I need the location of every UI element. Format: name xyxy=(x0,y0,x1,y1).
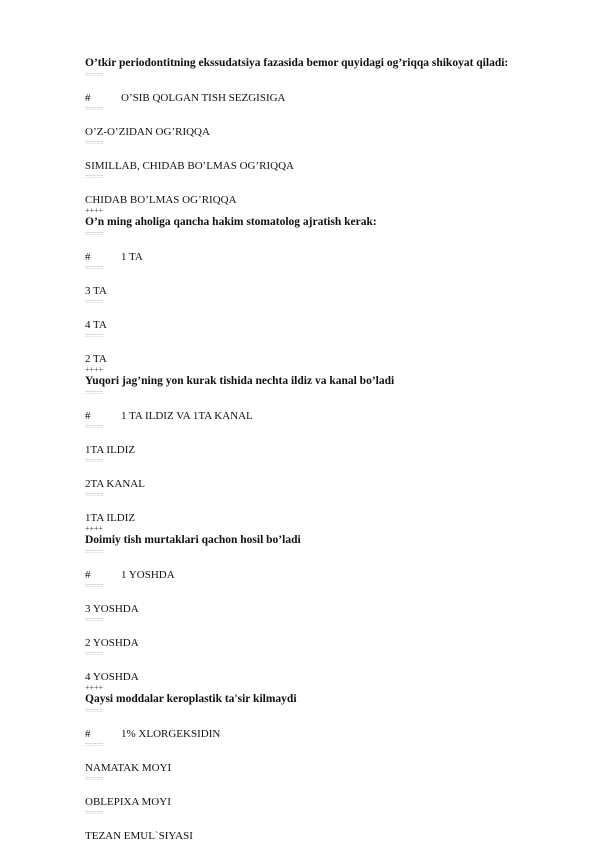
correct-answer xyxy=(85,409,555,423)
separator: ===== xyxy=(85,582,104,590)
separator: ===== xyxy=(85,264,104,272)
correct-mark: # xyxy=(85,410,91,422)
separator: ===== xyxy=(85,105,104,113)
answer-option: 4 TA xyxy=(85,319,107,331)
answer-option: 2 TA xyxy=(85,353,107,365)
answer-option: OBLEPIXA MOYI xyxy=(85,796,171,808)
separator: ===== xyxy=(85,173,104,181)
question-block xyxy=(85,533,555,692)
question-text: Qaysi moddalar keroplastik ta'sir kilmaydi xyxy=(85,693,297,705)
end-marker: ++++ xyxy=(85,524,104,533)
separator: ===== xyxy=(85,491,104,499)
separator: ===== xyxy=(85,616,104,624)
correct-answer xyxy=(85,727,555,741)
answer-option: 4 YOSHDA xyxy=(85,671,139,683)
answer-option: 2 YOSHDA xyxy=(85,637,139,649)
answer-option: SIMILLAB, CHIDAB BO’LMAS OG’RIQQA xyxy=(85,160,294,172)
test-questions xyxy=(85,56,555,843)
separator: ===== xyxy=(85,457,104,465)
separator: ===== xyxy=(85,423,104,431)
answer-option: NAMATAK MOYI xyxy=(85,762,172,774)
end-marker: ++++ xyxy=(85,365,104,374)
end-marker: ++++ xyxy=(85,683,104,692)
separator: ===== xyxy=(85,332,104,340)
separator: ===== xyxy=(85,548,104,556)
question-block xyxy=(85,56,555,215)
answer-option: 3 TA xyxy=(85,285,107,297)
question-text: Doimiy tish murtaklari qachon hosil bo’ladi xyxy=(85,534,301,546)
answer-option: 1TA ILDIZ xyxy=(85,512,136,524)
correct-answer-text: 1% XLORGEKSIDIN xyxy=(121,728,221,740)
separator: ===== xyxy=(85,707,104,715)
question-block xyxy=(85,692,555,843)
correct-answer-text: 1 TA xyxy=(121,251,143,263)
correct-answer xyxy=(85,91,555,105)
answer-option: TEZAN EMUL`SIYASI xyxy=(85,830,193,842)
end-marker: ++++ xyxy=(85,206,104,215)
separator: ===== xyxy=(85,809,104,817)
correct-mark: # xyxy=(85,569,91,581)
separator: ===== xyxy=(85,775,104,783)
correct-answer-text: 1 YOSHDA xyxy=(121,569,175,581)
separator: ===== xyxy=(85,298,104,306)
correct-answer xyxy=(85,568,555,582)
correct-answer xyxy=(85,250,555,264)
question-block xyxy=(85,215,555,374)
correct-mark: # xyxy=(85,92,91,104)
separator: ===== xyxy=(85,650,104,658)
correct-mark: # xyxy=(85,251,91,263)
answer-option: CHIDAB BO’LMAS OG’RIQQA xyxy=(85,194,237,206)
question-text: Yuqori jag’ning yon kurak tishida nechta ildiz va kanal bo’ladi xyxy=(85,375,395,387)
answer-option: 3 YOSHDA xyxy=(85,603,139,615)
correct-answer-text: 1 TA ILDIZ VA 1TA KANAL xyxy=(121,410,253,422)
separator: ===== xyxy=(85,230,104,238)
separator: ===== xyxy=(85,139,104,147)
answer-option: 2TA KANAL xyxy=(85,478,145,490)
separator: ===== xyxy=(85,741,104,749)
answer-option: 1TA ILDIZ xyxy=(85,444,136,456)
separator: ===== xyxy=(85,71,104,79)
correct-mark: # xyxy=(85,728,91,740)
question-block xyxy=(85,374,555,533)
question-text: O’n ming aholiga qancha hakim stomatolog ajratish kerak: xyxy=(85,216,377,228)
separator: ===== xyxy=(85,389,104,397)
answer-option: O’Z-O’ZIDAN OG’RIQQA xyxy=(85,126,210,138)
correct-answer-text: O’SIB QOLGAN TISH SEZGISIGA xyxy=(121,92,286,104)
question-text: O’tkir periodontitning ekssudatsiya fazasida bemor quyidagi og’riqqa shikoyat qiladi: xyxy=(85,57,509,69)
